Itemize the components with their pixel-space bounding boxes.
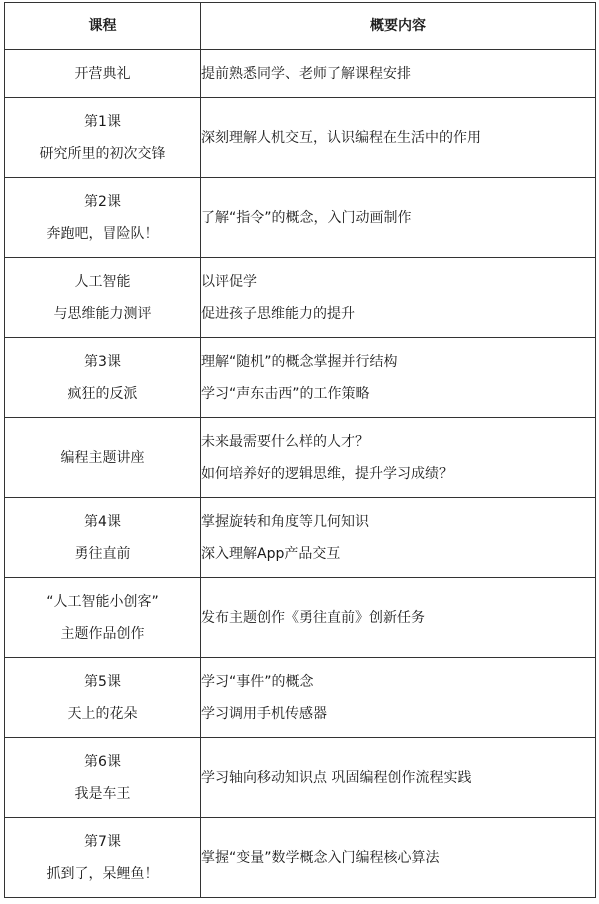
course-cell (5, 50, 201, 98)
course-line: 人工智能 (74, 273, 131, 290)
table-row (5, 178, 596, 258)
table-row (5, 498, 596, 578)
course-line: 疯狂的反派 (67, 385, 138, 402)
course-line: 抓到了，呆鲤鱼！ (46, 865, 159, 882)
header-summary: 概要内容 (201, 3, 596, 50)
course-line: 第6课 (84, 753, 121, 770)
course-schedule-table (4, 2, 596, 898)
summary-cell (201, 498, 596, 578)
course-cell (5, 178, 201, 258)
summary-cell (201, 658, 596, 738)
course-line: 研究所里的初次交锋 (39, 145, 166, 162)
summary-line: 理解“随机”的概念掌握并行结构 (201, 353, 398, 370)
table-row (5, 818, 596, 898)
course-cell (5, 658, 201, 738)
summary-line: 学习“声东击西”的工作策略 (201, 385, 370, 402)
summary-cell (201, 818, 596, 898)
course-line: 第7课 (84, 833, 121, 850)
course-line: 与思维能力测评 (53, 305, 152, 322)
course-line: 奔跑吧，冒险队！ (46, 225, 159, 242)
course-line: 第2课 (84, 193, 121, 210)
summary-line: 深入理解App产品交互 (201, 545, 341, 562)
course-line: 天上的花朵 (67, 705, 138, 722)
table-row (5, 418, 596, 498)
course-line: 第5课 (84, 673, 121, 690)
summary-cell (201, 418, 596, 498)
table-row (5, 578, 596, 658)
summary-cell (201, 258, 596, 338)
summary-cell (201, 578, 596, 658)
course-cell (5, 98, 201, 178)
summary-line: 促进孩子思维能力的提升 (201, 305, 355, 322)
course-cell (5, 738, 201, 818)
course-line: 主题作品创作 (60, 625, 145, 642)
summary-line: 了解“指令”的概念，入门动画制作 (201, 209, 412, 226)
summary-line: 如何培养好的逻辑思维，提升学习成绩？ (201, 465, 453, 482)
summary-cell (201, 98, 596, 178)
course-cell (5, 418, 201, 498)
summary-line: 提前熟悉同学、老师了解课程安排 (201, 65, 411, 82)
course-line: 第1课 (84, 113, 121, 130)
table-row (5, 338, 596, 418)
summary-cell (201, 738, 596, 818)
course-cell (5, 498, 201, 578)
table-row (5, 258, 596, 338)
summary-line: 学习调用手机传感器 (201, 705, 327, 722)
course-cell (5, 258, 201, 338)
summary-cell (201, 178, 596, 258)
summary-line: 掌握旋转和角度等几何知识 (201, 513, 369, 530)
course-cell (5, 578, 201, 658)
summary-line: 深刻理解人机交互，认识编程在生活中的作用 (201, 129, 481, 146)
course-line: 勇往直前 (74, 545, 131, 562)
course-line: 我是车王 (74, 785, 131, 802)
summary-line: 发布主题创作《勇往直前》创新任务 (201, 609, 425, 626)
summary-cell (201, 338, 596, 418)
summary-line: 掌握“变量”数学概念入门编程核心算法 (201, 849, 440, 866)
summary-line: 未来最需要什么样的人才？ (201, 433, 369, 450)
summary-line: 学习“事件”的概念 (201, 673, 314, 690)
course-line: 开营典礼 (74, 65, 131, 82)
table-row (5, 50, 596, 98)
course-line: 编程主题讲座 (60, 449, 145, 466)
table-row (5, 98, 596, 178)
course-line: 第3课 (84, 353, 121, 370)
course-line: “人工智能小创客” (46, 593, 159, 610)
summary-line: 以评促学 (201, 273, 257, 290)
course-cell (5, 818, 201, 898)
course-cell (5, 338, 201, 418)
table-row (5, 658, 596, 738)
course-line: 第4课 (84, 513, 121, 530)
summary-line: 学习轴向移动知识点 巩固编程创作流程实践 (201, 769, 472, 786)
table-row (5, 738, 596, 818)
summary-cell (201, 50, 596, 98)
table-header-row (5, 3, 596, 50)
header-course: 课程 (5, 3, 201, 50)
